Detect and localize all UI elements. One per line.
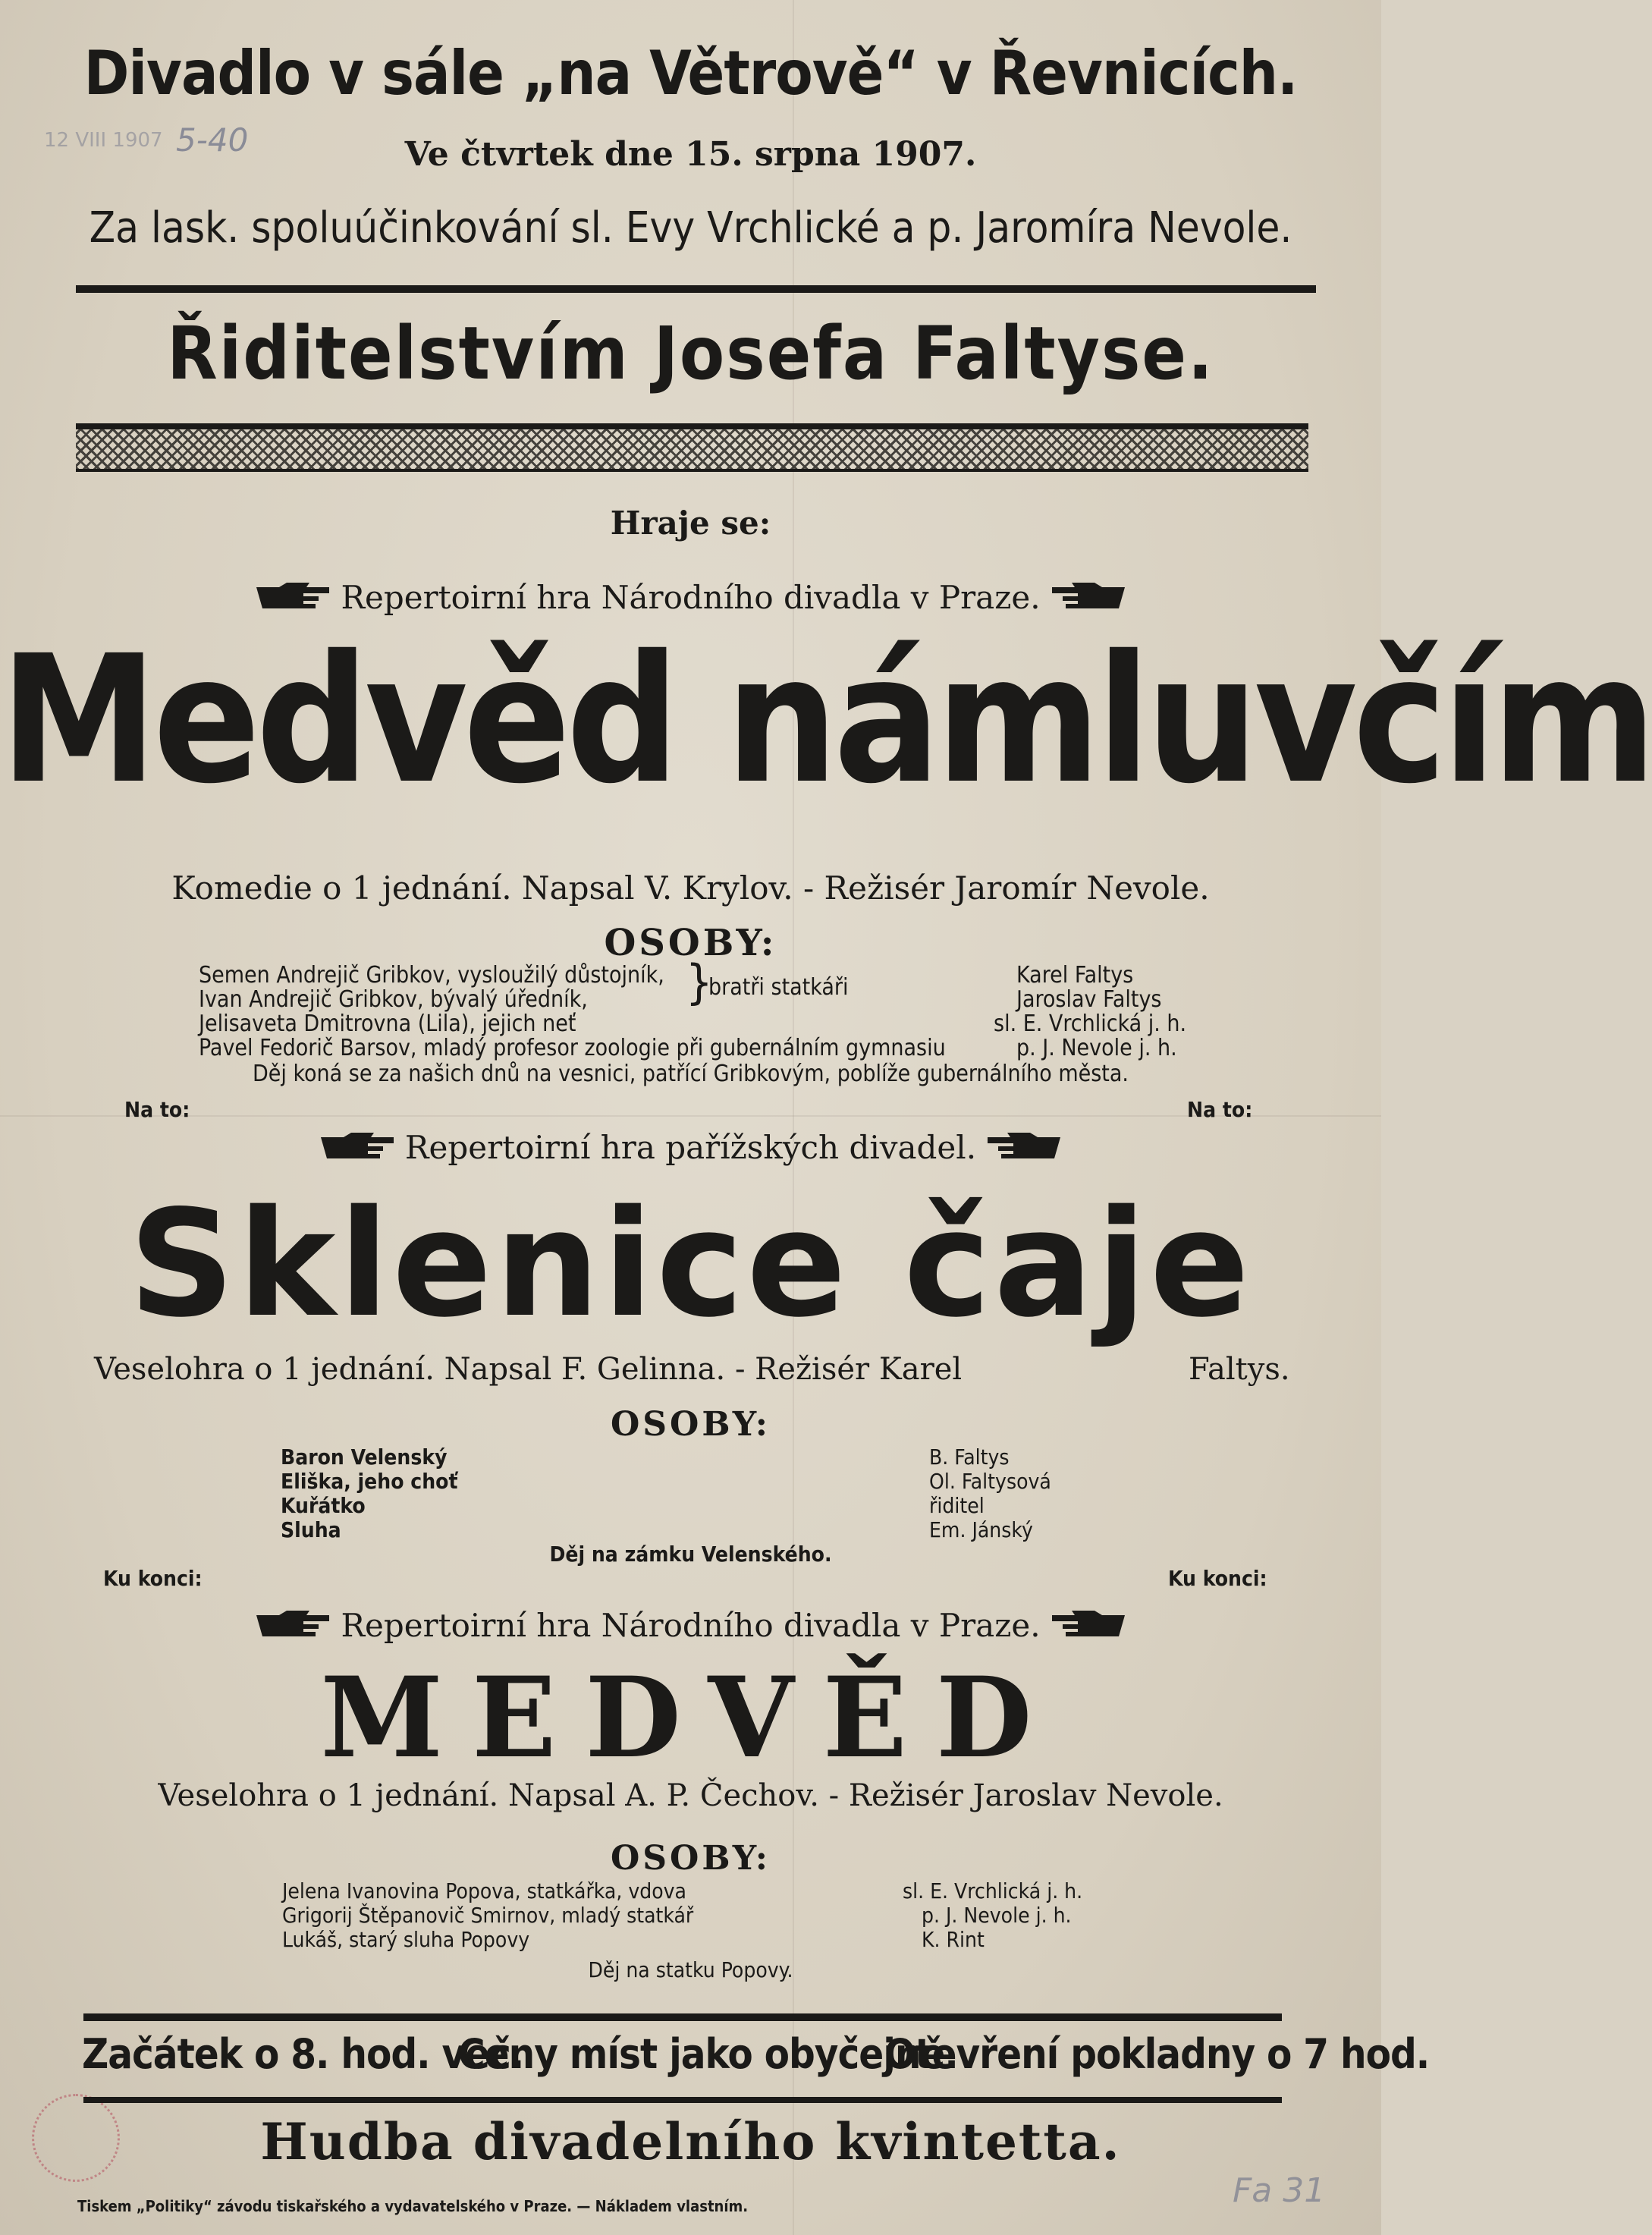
play1-cast-heading: OSOBY:	[604, 922, 777, 964]
play2-subtitle-end: Faltys.	[1189, 1352, 1290, 1387]
play3-subtitle: Veselohra o 1 jednání. Napsal A. P. Čechov. - Režisér Jaroslav Nevole.	[158, 1778, 1223, 1813]
play2-cast-role-1: Baron Velenský	[281, 1444, 448, 1470]
play3-cast-actor-1: sl. E. Vrchlická j. h.	[903, 1878, 1083, 1903]
play2-cast-actor-2: Ol. Faltysová	[929, 1469, 1051, 1494]
play2-cast-actor-4: Em. Jánský	[929, 1517, 1033, 1542]
pointing-hand-right-icon	[255, 1608, 331, 1649]
play1-next-right: Na to:	[1187, 1097, 1253, 1122]
play1-next-left: Na to:	[124, 1097, 190, 1122]
play1-cast-actor-3: sl. E. Vrchlická j. h.	[994, 1011, 1187, 1037]
play3-cast-actor-2: p. J. Nevole j. h.	[922, 1903, 1072, 1928]
play1-cast-note: bratři statkáři	[708, 974, 849, 1001]
directorship: Řiditelstvím Josefa Faltyse.	[167, 311, 1214, 396]
play1-repertoire: Repertoirní hra Národního divadla v Praze.	[341, 579, 1041, 616]
play1-cast-actor-4: p. J. Nevole j. h.	[1016, 1035, 1177, 1061]
printer-credit: Tiskem „Politiky“ závodu tiskařského a vydavatelského v Praze. — Nákladem vlastním.	[77, 2197, 749, 2215]
start-time: Začátek o 8. hod. več.	[82, 2030, 524, 2078]
play2-next-right: Ku konci:	[1168, 1566, 1267, 1591]
play2-next-left: Ku konci:	[103, 1566, 203, 1591]
play3-setting: Děj na statku Popovy.	[588, 1957, 793, 1982]
play3-cast-actor-3: K. Rint	[922, 1927, 985, 1952]
ornament-bottom-rule	[76, 469, 1308, 472]
cooperation-line: Za lask. spoluúčinkování sl. Evy Vrchlické a p. Jaromíra Nevole.	[89, 203, 1292, 253]
pointing-hand-left-icon	[1051, 1608, 1126, 1649]
pencil-number-mark: 5-40	[176, 121, 249, 159]
play1-setting: Děj koná se za našich dnů na vesnici, patřící Gribkovým, poblíže gubernálního města.	[253, 1061, 1129, 1087]
footer-top-rule	[83, 2013, 1282, 2021]
pointing-hand-right-icon	[319, 1130, 395, 1171]
play3-title: MEDVĚD	[320, 1653, 1061, 1783]
play1-cast-role-1: Semen Andrejič Gribkov, vysloužilý důstojník,	[199, 962, 664, 989]
box-office-time: Otevření pokladny o 7 hod.	[884, 2030, 1430, 2078]
play1-cast-role-2: Ivan Andrejič Gribkov, bývalý úředník,	[199, 986, 588, 1013]
play2-cast-role-2: Eliška, jeho choť	[281, 1469, 458, 1494]
play2-repertoire: Repertoirní hra pařížských divadel.	[404, 1129, 977, 1166]
footer-bottom-rule	[83, 2097, 1282, 2103]
play2-cast-heading: OSOBY:	[610, 1405, 771, 1444]
pencil-date-mark: 12 VIII 1907	[44, 129, 163, 152]
play1-title: Medvěd námluvčím	[0, 618, 1652, 822]
play3-repertoire-line	[0, 1607, 1381, 1649]
paper-fold-horizontal	[0, 1115, 1381, 1117]
play3-repertoire: Repertoirní hra Národního divadla v Praze.	[341, 1607, 1041, 1644]
play2-title: Sklenice čaje	[128, 1178, 1253, 1350]
play1-subtitle: Komedie o 1 jednání. Napsal V. Krylov. - Režisér Jaromír Nevole.	[171, 869, 1210, 907]
play1-cast-role-3: Jelisaveta Dmitrovna (Lila), jejich neť	[199, 1011, 576, 1037]
play3-cast-heading: OSOBY:	[610, 1839, 771, 1878]
play1-cast-actor-2: Jaroslav Faltys	[1016, 986, 1162, 1013]
ornamental-border	[76, 429, 1308, 469]
header-rule	[76, 285, 1316, 293]
ornament-top-rule	[76, 423, 1308, 429]
play3-cast-role-3: Lukáš, starý sluha Popovy	[282, 1927, 530, 1952]
play2-cast-role-4: Sluha	[281, 1517, 341, 1542]
pointing-hand-left-icon	[1051, 580, 1126, 621]
play2-cast-role-3: Kuřátko	[281, 1493, 366, 1518]
play3-cast-role-2: Grigorij Štěpanovič Smirnov, mladý statkář	[282, 1903, 694, 1928]
venue-title: Divadlo v sále „na Větrově“ v Řevnicích.	[83, 38, 1298, 108]
pointing-hand-left-icon	[986, 1130, 1062, 1171]
performance-date: Ve čtvrtek dne 15. srpna 1907.	[404, 135, 977, 174]
play3-cast-role-1: Jelena Ivanovina Popova, statkářka, vdova	[282, 1878, 686, 1903]
play1-cast-role-4: Pavel Fedorič Barsov, mladý profesor zoologie při gubernálním gymnasiu	[199, 1035, 946, 1061]
pencil-signature: Fa 31	[1233, 2171, 1326, 2210]
play2-setting: Děj na zámku Velenského.	[549, 1542, 832, 1567]
pointing-hand-right-icon	[255, 580, 331, 621]
play2-repertoire-line	[0, 1129, 1381, 1171]
play1-repertoire-line	[0, 579, 1381, 621]
play1-cast-actor-1: Karel Faltys	[1016, 962, 1134, 989]
music-credit: Hudba divadelního kvintetta.	[260, 2112, 1121, 2171]
play2-cast-actor-3: řiditel	[929, 1493, 985, 1518]
play2-subtitle: Veselohra o 1 jednání. Napsal F. Gelinna. - Režisér Karel	[94, 1352, 963, 1387]
play2-cast-actor-1: B. Faltys	[929, 1444, 1010, 1470]
plays-intro: Hraje se:	[610, 505, 771, 542]
play1-cast-brace: }	[686, 954, 713, 1010]
ticket-prices: Ceny míst jako obyčejně.	[458, 2030, 958, 2078]
